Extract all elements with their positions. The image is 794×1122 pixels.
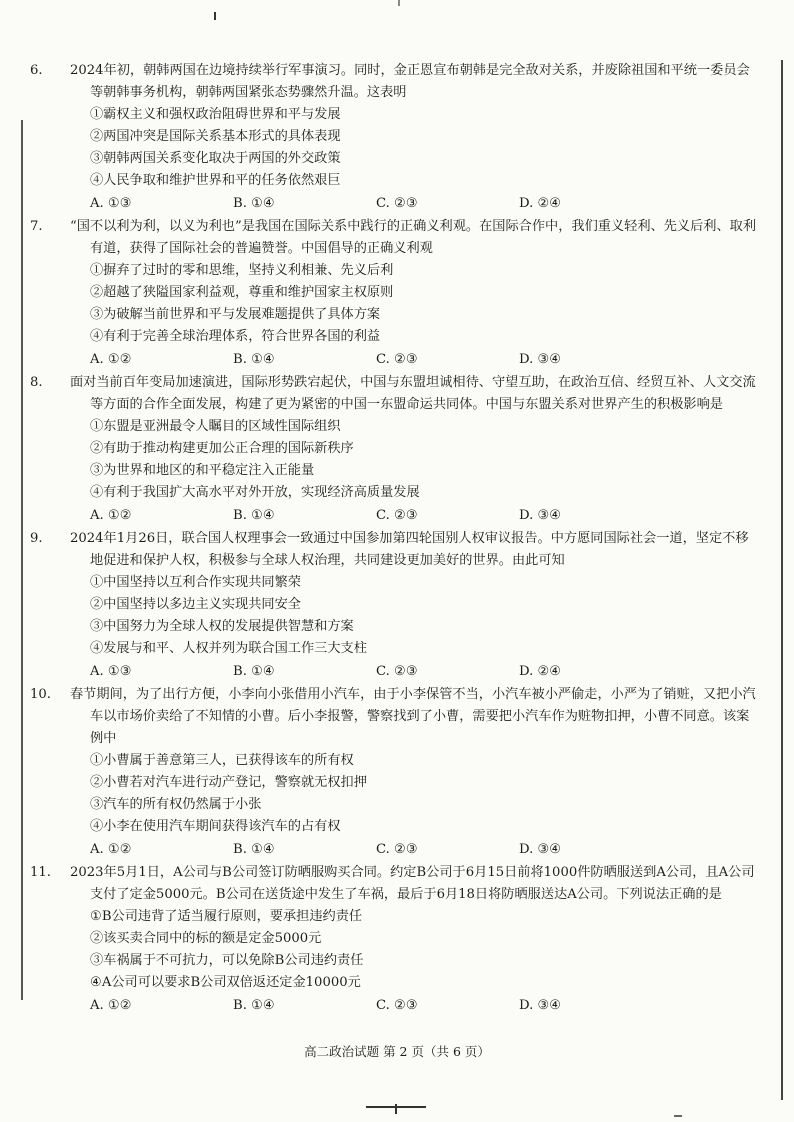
question-number: 10. [30, 687, 51, 702]
answer-choice[interactable]: A. ①② [90, 998, 132, 1013]
question-text: “国不以利为利，以义为利也”是我国在国际关系中践行的正确义利观。在国际合作中，我们重义轻利、先义后利、取利有道，获得了国际社会的普遍赞誉。中国倡导的正确义利观 [70, 219, 757, 256]
statement-option: ④发展与和平、人权并列为联合国工作三大支柱 [90, 641, 367, 656]
answer-choice[interactable]: A. ①② [90, 508, 132, 523]
question-stem [30, 684, 760, 750]
answer-choice[interactable]: D. ③④ [519, 998, 562, 1013]
answer-choice[interactable]: A. ①③ [90, 664, 132, 679]
binding-line-right [781, 60, 783, 1100]
answer-choice[interactable]: D. ②④ [519, 664, 562, 679]
statement-option: ①霸权主义和强权政治阻碍世界和平与发展 [90, 107, 341, 122]
question-item [30, 372, 760, 528]
answer-choices [70, 660, 760, 684]
questions-area [30, 60, 760, 1018]
statement-option: ④A公司可以要求B公司双倍返还定金10000元 [90, 975, 361, 990]
page-footer: 高二政治试题 第 2 页（共 6 页） [304, 1044, 490, 1059]
question-stem [30, 372, 760, 416]
answer-choices [70, 994, 760, 1018]
answer-choices [70, 838, 760, 862]
question-text: 面对当前百年变局加速演进，国际形势跌宕起伏，中国与东盟坦诚相待、守望互助，在政治互信、经贸互补、人文交流等方面的合作全面发展，构建了更为紧密的中国一东盟命运共同体。中国与东盟关系对世界产生的积极影响是 [70, 375, 756, 412]
statement-option: ③为世界和地区的和平稳定注入正能量 [90, 463, 315, 478]
question-number: 9. [30, 531, 43, 546]
question-text: 2024年初，朝韩两国在边境持续举行军事演习。同时，金正恩宣布朝韩是完全敌对关系，并废除祖国和平统一委员会等朝韩事务机构，朝韩两国紧张态势骤然升温。这表明 [70, 63, 750, 100]
answer-choice[interactable]: D. ③④ [519, 842, 562, 857]
answer-choice[interactable]: B. ①④ [233, 842, 275, 857]
question-item [30, 684, 760, 862]
statement-option: ②有助于推动构建更加公正合理的国际新秩序 [90, 441, 354, 456]
answer-choice[interactable]: C. ②③ [376, 664, 418, 679]
statement-option: ①中国坚持以互利合作实现共同繁荣 [90, 575, 301, 590]
scan-mark [395, 1104, 397, 1114]
answer-choice[interactable]: D. ③④ [519, 352, 562, 367]
answer-choice[interactable]: A. ①② [90, 352, 132, 367]
answer-choices [70, 504, 760, 528]
statement-option: ①东盟是亚洲最令人瞩目的区域性国际组织 [90, 419, 341, 434]
question-stem [30, 528, 760, 572]
answer-choice[interactable]: A. ①③ [90, 196, 132, 211]
answer-choice[interactable]: B. ①④ [233, 998, 275, 1013]
statement-option: ②中国坚持以多边主义实现共同安全 [90, 597, 301, 612]
question-item [30, 528, 760, 684]
statement-option: ①B公司违背了适当履行原则，要承担违约责任 [90, 909, 363, 924]
answer-choice[interactable]: C. ②③ [376, 998, 418, 1013]
statement-option: ②超越了狭隘国家利益观，尊重和维护国家主权原则 [90, 285, 394, 300]
question-number: 7. [30, 219, 43, 234]
question-item [30, 862, 760, 1018]
statement-option: ①小曹属于善意第三人，已获得该车的所有权 [90, 753, 354, 768]
answer-choice[interactable]: B. ①④ [233, 352, 275, 367]
question-stem [30, 60, 760, 104]
answer-choices [70, 192, 760, 216]
answer-choices [70, 348, 760, 372]
answer-choice[interactable]: B. ①④ [233, 508, 275, 523]
statement-option: ②两国冲突是国际关系基本形式的具体表现 [90, 129, 341, 144]
statement-option: ①摒弃了过时的零和思维，坚持义利相兼、先义后利 [90, 263, 394, 278]
scan-mark [214, 12, 216, 20]
question-item [30, 60, 760, 216]
scan-mark [674, 1115, 682, 1117]
question-stem [30, 216, 760, 260]
question-text: 春节期间，为了出行方便，小李向小张借用小汽车，由于小李保管不当，小汽车被小严偷走，小严为了销赃，又把小汽车以市场价卖给了不知情的小曹。后小李报警，警察找到了小曹，需要把小汽车作为赃物扣押，小曹不同意。该案例中 [70, 687, 756, 746]
question-stem [30, 862, 760, 906]
statement-option: ④小李在使用汽车期间获得该汽车的占有权 [90, 819, 341, 834]
question-text: 2023年5月1日，A公司与B公司签订防晒服购买合同。约定B公司于6月15日前将1000件防晒服送到A公司，且A公司支付了定金5000元。B公司在送货途中发生了车祸，最后于6月18日将防晒服送达A公司。下列说法正确的是 [70, 865, 755, 902]
answer-choice[interactable]: C. ②③ [376, 842, 418, 857]
statement-option: ③朝韩两国关系变化取决于两国的外交政策 [90, 151, 341, 166]
statement-option: ③为破解当前世界和平与发展难题提供了具体方案 [90, 307, 381, 322]
statement-option: ③中国努力为全球人权的发展提供智慧和方案 [90, 619, 354, 634]
answer-choice[interactable]: D. ③④ [519, 508, 562, 523]
binding-line-left [21, 120, 23, 1000]
answer-choice[interactable]: D. ②④ [519, 196, 562, 211]
answer-choice[interactable]: C. ②③ [376, 352, 418, 367]
statement-option: ②小曹若对汽车进行动产登记，警察就无权扣押 [90, 775, 367, 790]
answer-choice[interactable]: C. ②③ [376, 508, 418, 523]
answer-choice[interactable]: C. ②③ [376, 196, 418, 211]
statement-option: ②该买卖合同中的标的额是定金5000元 [90, 931, 322, 946]
question-number: 11. [30, 865, 51, 880]
answer-choice[interactable]: B. ①④ [233, 664, 275, 679]
statement-option: ③车祸属于不可抗力，可以免除B公司违约责任 [90, 953, 364, 968]
question-number: 6. [30, 63, 43, 78]
scan-mark [398, 0, 400, 6]
answer-choice[interactable]: A. ①② [90, 842, 132, 857]
statement-option: ④有利于我国扩大高水平对外开放，实现经济高质量发展 [90, 485, 420, 500]
statement-option: ③汽车的所有权仍然属于小张 [90, 797, 262, 812]
question-number: 8. [30, 375, 43, 390]
statement-option: ④人民争取和维护世界和平的任务依然艰巨 [90, 173, 341, 188]
answer-choice[interactable]: B. ①④ [233, 196, 275, 211]
question-item [30, 216, 760, 372]
statement-option: ④有利于完善全球治理体系，符合世界各国的利益 [90, 329, 381, 344]
question-text: 2024年1月26日，联合国人权理事会一致通过中国参加第四轮国别人权审议报告。中方愿同国际社会一道，坚定不移地促进和保护人权，积极参与全球人权治理，共同建设更加美好的世界。由此可知 [70, 531, 749, 568]
